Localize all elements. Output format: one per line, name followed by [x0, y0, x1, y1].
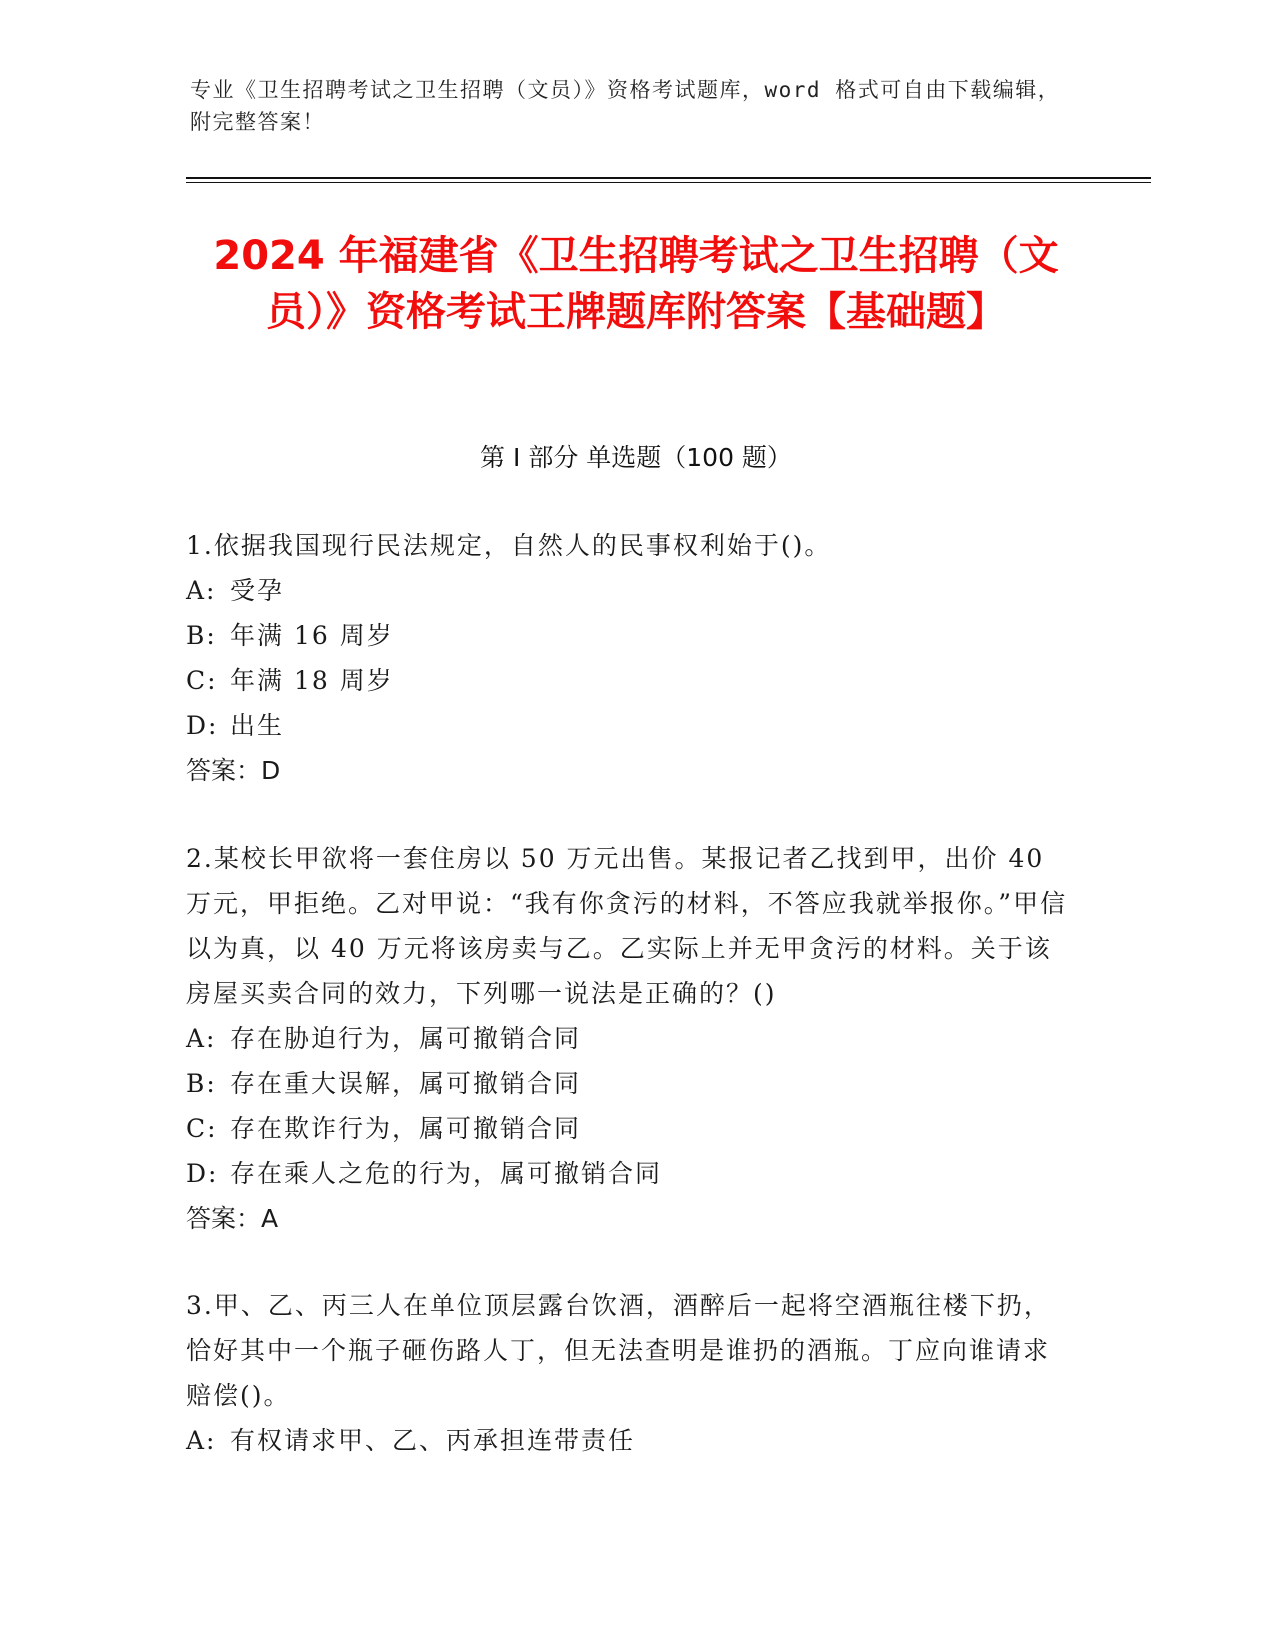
- header-note: 专业《卫生招聘考试之卫生招聘（文员）》资格考试题库，word 格式可自由下载编辑，附完整答案！: [190, 78, 1061, 134]
- header-divider-thin: [186, 182, 1151, 183]
- option-key: B:: [186, 1069, 217, 1098]
- option-key: B:: [186, 621, 217, 650]
- option-c: [186, 658, 1076, 703]
- question-3: [186, 1283, 1076, 1463]
- option-b: [186, 613, 1076, 658]
- answer-line: 答案：D: [186, 756, 281, 785]
- option-d: [186, 1151, 1076, 1196]
- option-key: A:: [186, 576, 217, 605]
- option-text: 年满 16 周岁: [230, 621, 394, 650]
- answer-line: 答案：A: [186, 1204, 279, 1233]
- option-text: 存在重大误解，属可撤销合同: [230, 1069, 582, 1098]
- option-key: D:: [186, 1159, 219, 1188]
- option-key: D:: [186, 711, 219, 740]
- option-a: [186, 568, 1076, 613]
- option-a: [186, 1016, 1076, 1061]
- question-stem: 2.某校长甲欲将一套住房以 50 万元出售。某报记者乙找到甲，出价 40 万元，甲拒绝。乙对甲说：“我有你贪污的材料，不答应我就举报你。”甲信以为真，以 40 万元将该房卖与乙。乙实际上并无甲贪污的材料。关于该房屋买卖合同的效力，下列哪一说法是正确的？(): [186, 844, 1068, 1008]
- option-text: 存在乘人之危的行为，属可撤销合同: [230, 1159, 663, 1188]
- option-key: A:: [186, 1426, 217, 1455]
- header-divider-thick: [186, 177, 1151, 179]
- option-text: 存在欺诈行为，属可撤销合同: [230, 1114, 582, 1143]
- question-2: [186, 836, 1076, 1241]
- document-title: 2024 年福建省《卫生招聘考试之卫生招聘（文员）》资格考试王牌题库附答案【基础题】: [213, 233, 1059, 335]
- option-b: [186, 1061, 1076, 1106]
- question-1: [186, 523, 1076, 793]
- section-title: 第 I 部分 单选题（100 题）: [480, 443, 792, 472]
- option-key: A:: [186, 1024, 217, 1053]
- question-stem: 3.甲、乙、丙三人在单位顶层露台饮酒，酒醉后一起将空酒瓶往楼下扔，恰好其中一个瓶子砸伤路人丁，但无法查明是谁扔的酒瓶。丁应向谁请求赔偿()。: [186, 1291, 1051, 1410]
- question-stem: 1.依据我国现行民法规定，自然人的民事权利始于()。: [186, 531, 832, 560]
- option-key: C:: [186, 1114, 218, 1143]
- option-a: [186, 1418, 1076, 1463]
- option-text: 出生: [230, 711, 285, 740]
- option-text: 有权请求甲、乙、丙承担连带责任: [230, 1426, 636, 1455]
- option-c: [186, 1106, 1076, 1151]
- option-text: 年满 18 周岁: [230, 666, 394, 695]
- option-d: [186, 703, 1076, 748]
- option-text: 受孕: [230, 576, 285, 605]
- option-text: 存在胁迫行为，属可撤销合同: [230, 1024, 582, 1053]
- option-key: C:: [186, 666, 218, 695]
